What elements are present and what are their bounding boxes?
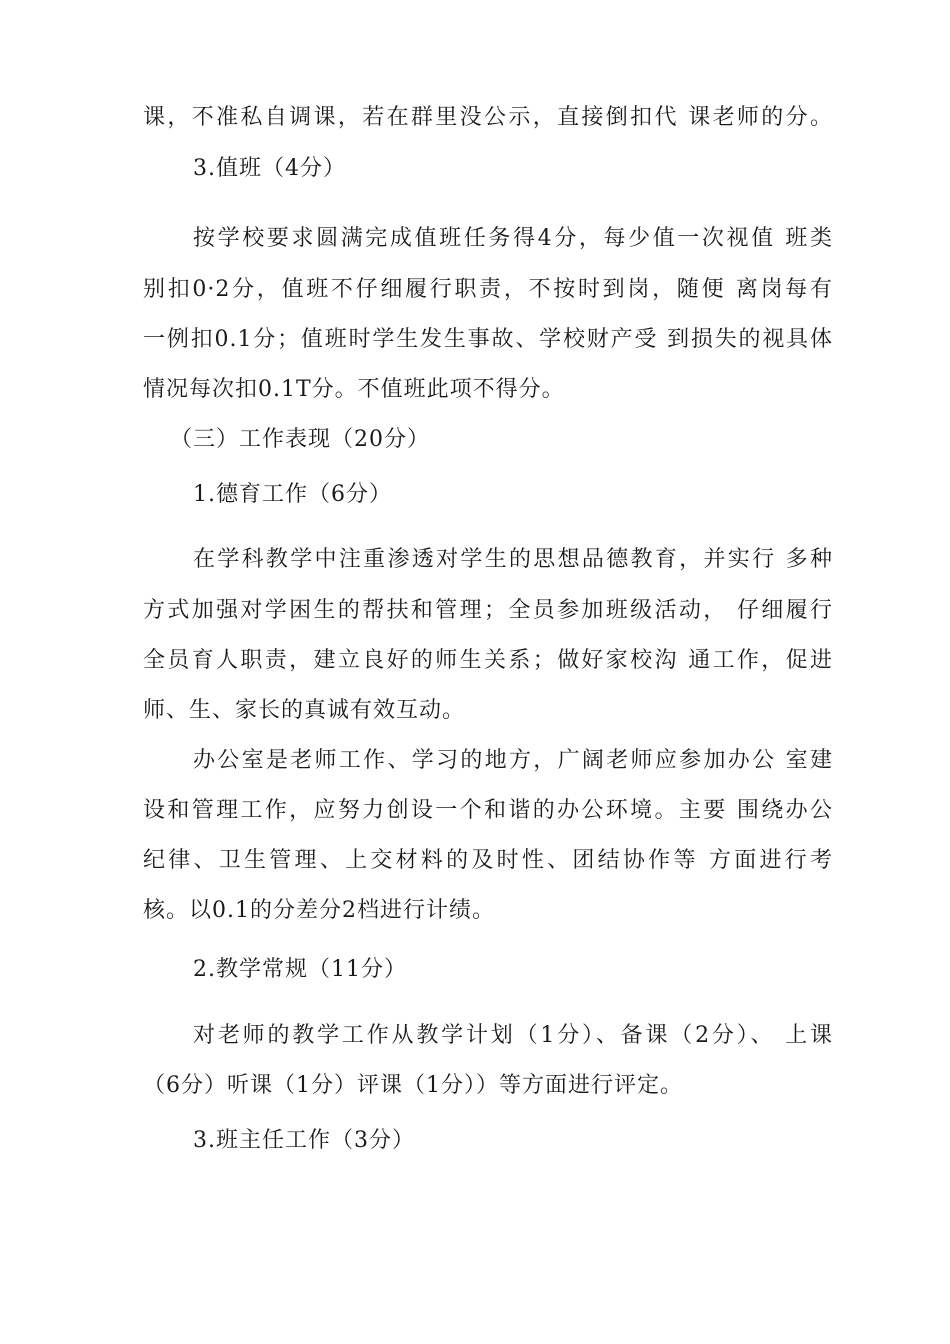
paragraph-line: （6分）听课（1分）评课（1分））等方面进行评定。 [143,1073,683,1098]
paragraph-line: 情况每次扣0.1T分。不值班此项不得分。 [143,377,565,402]
paragraph-line: 方式加强对学困生的帮扶和管理；全员参加班级活动， 仔细履行 [143,598,833,623]
section-heading: 1.德育工作（6分） [193,482,392,507]
paragraph-line: 设和管理工作，应努力创设一个和谐的办公环境。主要 围绕办公 [143,798,833,823]
paragraph-line: 对老师的教学工作从教学计划（1分）、备课（2分）、 上课 [193,1023,833,1048]
paragraph-line: 课，不准私自调课，若在群里没公示，直接倒扣代 课老师的分。 [143,105,833,130]
paragraph-line: 师、生、家长的真诚有效互动。 [143,698,466,723]
paragraph-line: 纪律、卫生管理、上交材料的及时性、团结协作等 方面进行考 [143,848,833,873]
paragraph-line: 一例扣0.1分；值班时学生发生事故、学校财产受 到损失的视具体 [143,327,833,352]
section-heading: 2.教学常规（11分） [193,957,407,982]
section-heading: 3.值班（4分） [193,156,346,181]
paragraph-line: 在学科教学中注重渗透对学生的思想品德教育，并实行 多种 [193,547,833,572]
paragraph-line: 全员育人职责，建立良好的师生关系；做好家校沟 通工作，促进 [143,648,833,673]
paragraph-line: 按学校要求圆满完成值班任务得4分，每少值一次视值 班类 [193,226,833,251]
section-heading: 3.班主任工作（3分） [193,1128,415,1153]
paragraph-line: 核。以0.1的分差分2档进行计绩。 [143,898,495,923]
paragraph-line: 别扣0·2分，值班不仔细履行职责，不按时到岗，随便 离岗每有 [143,277,833,302]
section-heading: （三）工作表现（20分） [170,427,430,452]
paragraph-line: 办公室是老师工作、学习的地方，广阔老师应参加办公 室建 [193,748,833,773]
